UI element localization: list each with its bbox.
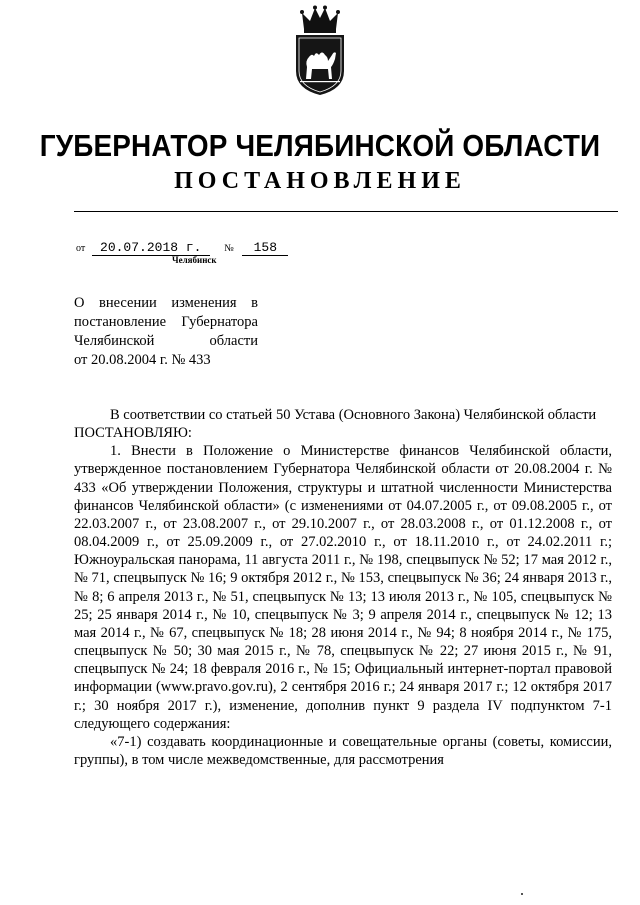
date-prefix: от	[76, 243, 86, 254]
subject-line: от 20.08.2004 г. № 433	[74, 352, 211, 368]
number-prefix: №	[224, 243, 234, 254]
document-meta	[76, 240, 288, 256]
document-city: Челябинск	[172, 255, 217, 265]
chelyabinsk-coat-of-arms-emblem	[290, 5, 350, 97]
document-subject	[74, 294, 258, 370]
subject-line: Челябинской области	[74, 333, 258, 349]
subject-line: постановление Губернатора	[74, 314, 258, 330]
preamble-paragraph: В соответствии со статьей 50 Устава (Основного Закона) Челябинской области	[110, 407, 597, 423]
decree-word: ПОСТАНОВЛЯЮ:	[74, 425, 192, 442]
subject-line: О внесении изменения в	[74, 295, 258, 311]
item-1-paragraph: 1. Внести в Положение о Министерстве финансов Челябинской области, утвержденное постановлением Губернатора Челябинской области от 20.08.2004 г. № 433 «Об утверждении Положения, структуры и штатной численности Министерства финансов Челябинской области» (с изменениями от 04.07.2005 г., от 09.08.2005 г., от 22.03.2007 г., от 23.08.2007 г., от 29.10.2007 г., от 28.03.2008 г., от 01.12.2008 г., от 08.04.2009 г., от 25.09.2009 г., от 27.02.2010 г., от 18.11.2010 г., от 24.02.2011 г.; Южноуральская панорама, 11 августа 2011 г., № 198, спецвыпуск № 52; 17 мая 2012 г., № 71, спецвыпуск № 16; 9 октября 2012 г., № 153, спецвыпуск № 36; 24 января 2013 г., № 8; 6 апреля 2013 г., № 51, спецвыпуск № 13; 13 июля 2013 г., № 105, спецвыпуск № 25; 25 января 2014 г., № 10, спецвыпуск № 3; 9 апреля 2014 г., спецвыпуск № 12; 13 мая 2014 г., № 67, спецвыпуск № 18; 28 июня 2014 г., № 94; 8 ноября 2014 г., № 175, спецвыпуск № 50; 30 мая 2015 г., № 78, спецвыпуск № 22; 27 июня 2015 г., № 91, спецвыпуск № 24; 18 февраля 2016 г., № 15; Официальный интернет-портал правовой информации (www.pravo.gov.ru), 2 сентября 2016 г.; 24 января 2017 г.; 12 октября 2017 г.; 30 ноября 2017 г.), изменение, дополнив пункт 9 раздела IV подпунктом 7-1 следующего содержания:	[74, 443, 612, 732]
document-body	[74, 406, 612, 769]
document-date: 20.07.2018 г.	[92, 240, 210, 256]
item-1-quote-paragraph: «7-1) создавать координационные и совещательные органы (советы, комиссии, группы), в том числе межведомственные, для рассмотрения	[74, 733, 612, 768]
document-type: ПОСТАНОВЛЕНИЕ	[174, 168, 466, 194]
issuer-title: ГУБЕРНАТОР ЧЕЛЯБИНСКОЙ ОБЛАСТИ	[39, 128, 601, 163]
header-divider	[74, 211, 618, 212]
scan-speck	[521, 893, 523, 895]
document-number: 158	[242, 240, 288, 256]
